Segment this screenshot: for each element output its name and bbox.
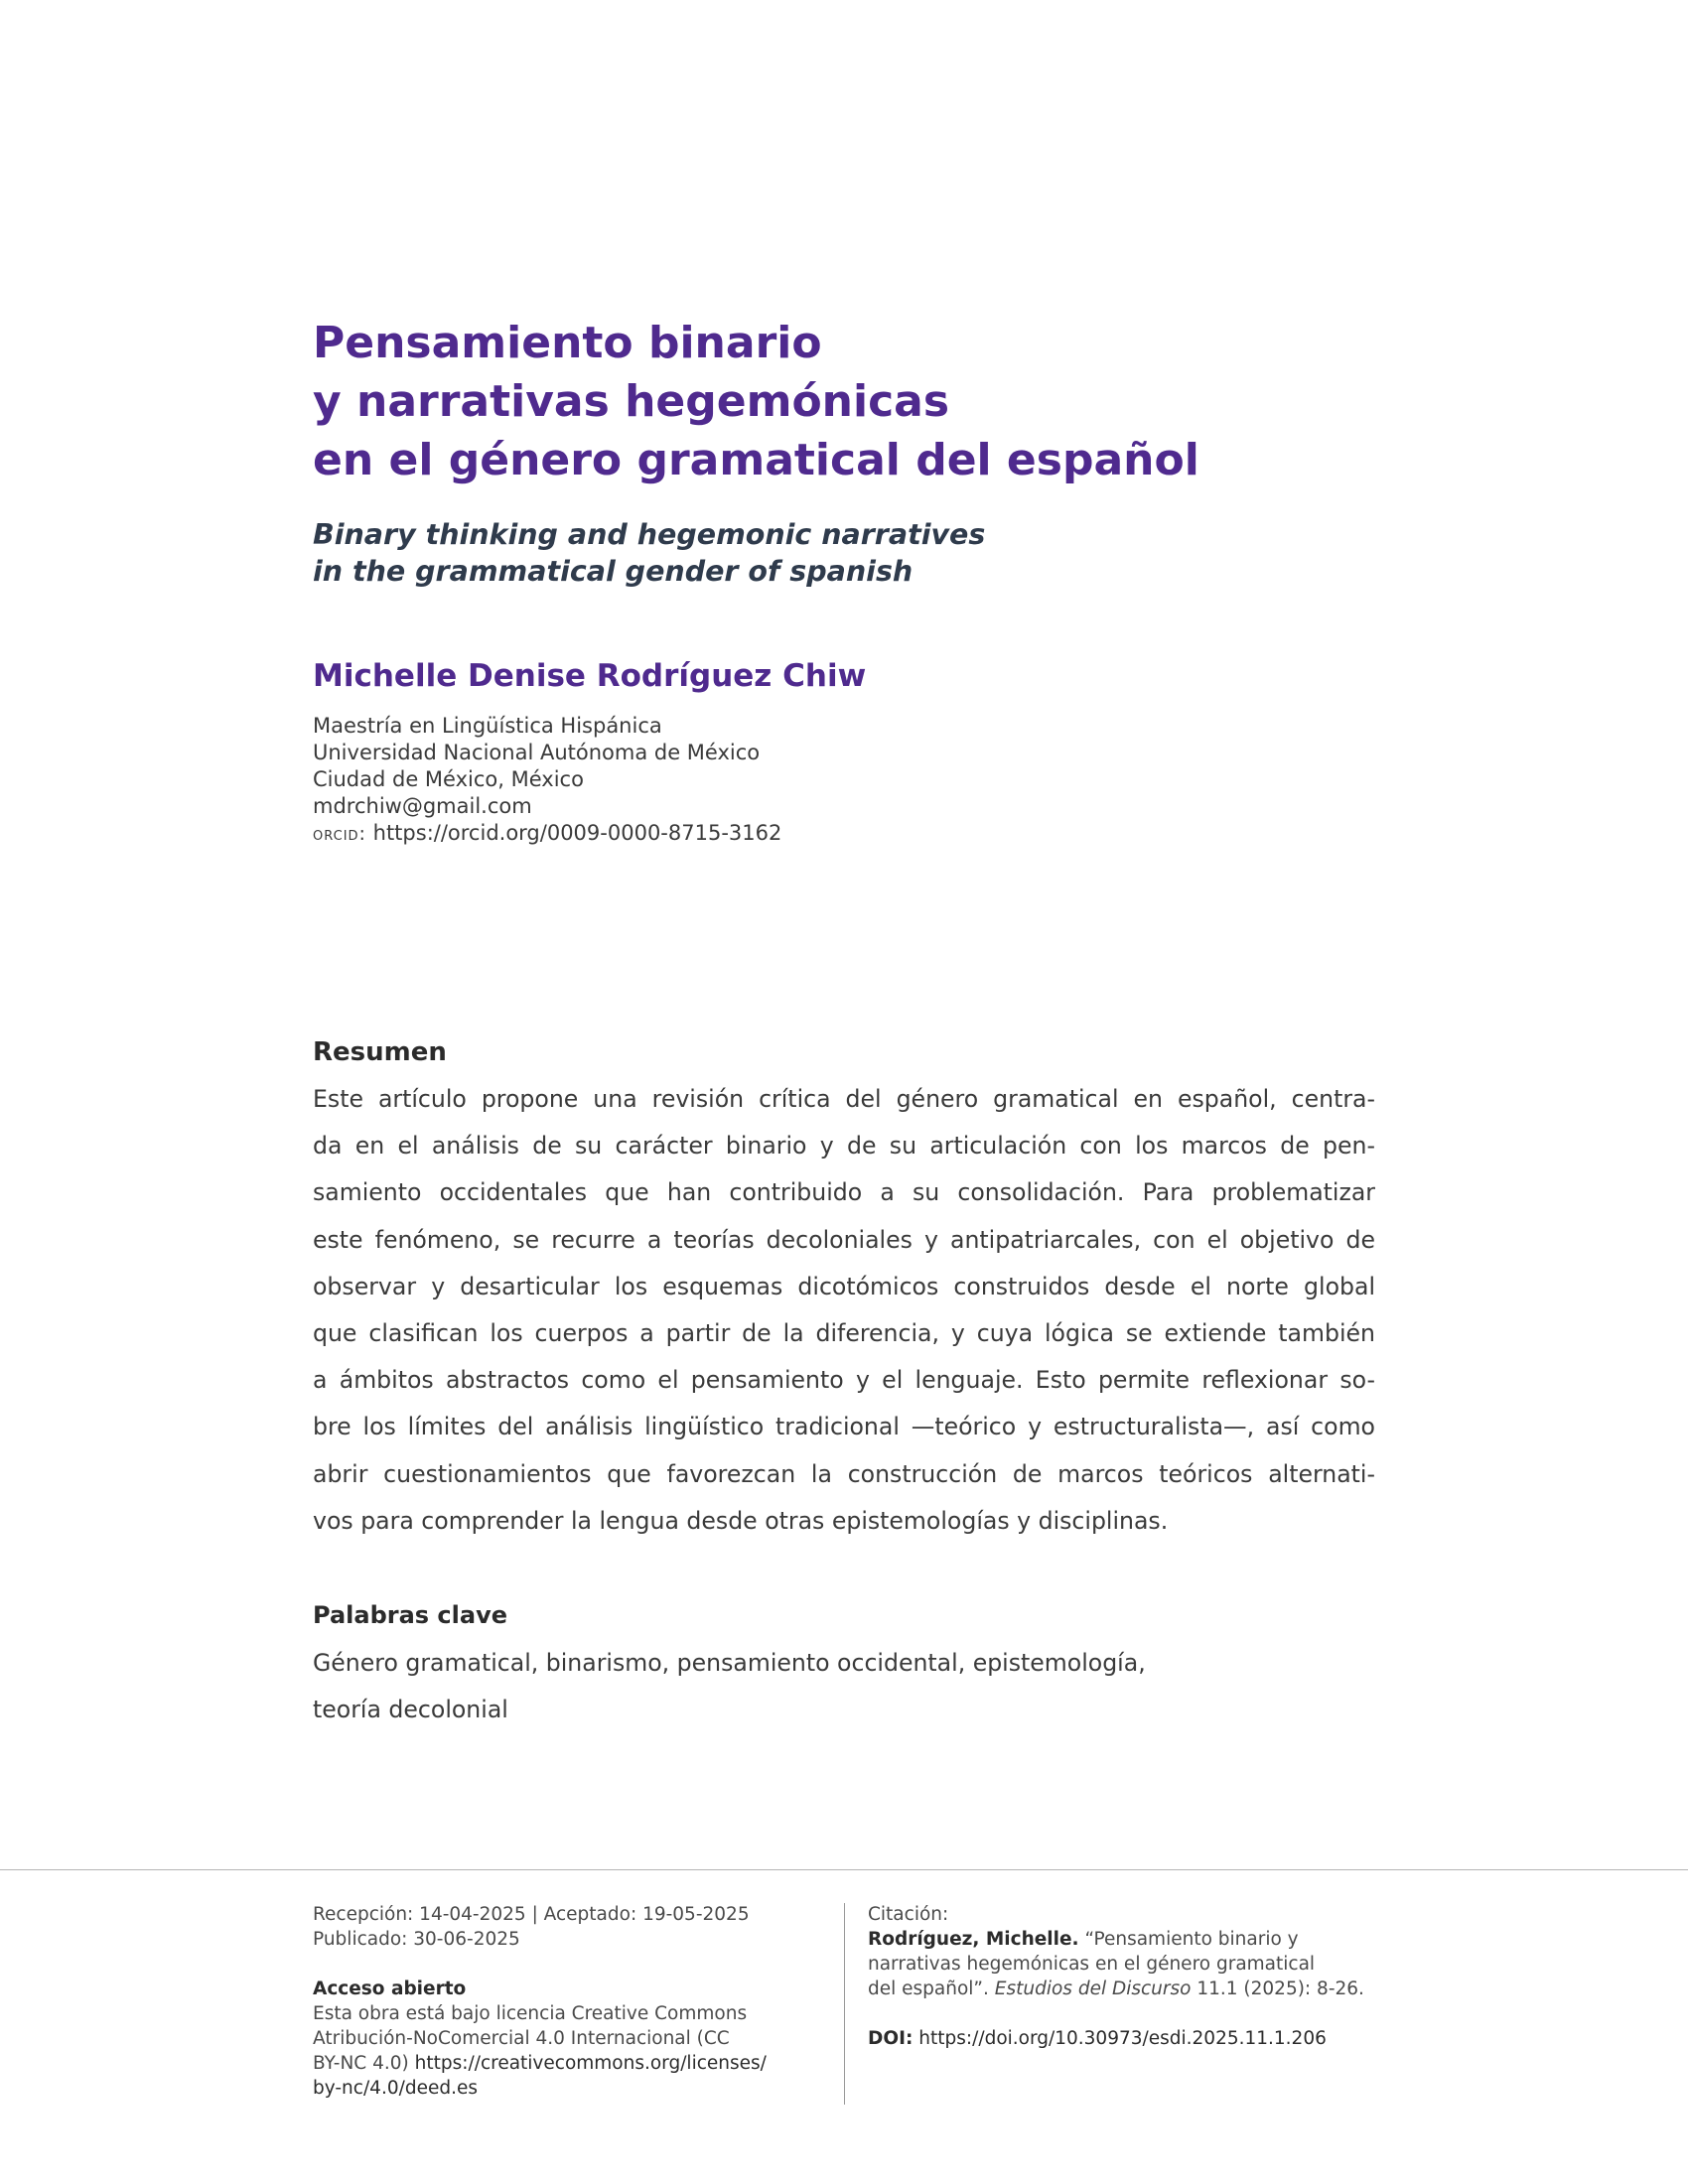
abstract-line: observar y desarticular los esquemas dicotómicos construidos desde el norte global [313, 1272, 1375, 1300]
abstract-line: a ámbitos abstractos como el pensamiento y el lenguaje. Esto permite reflexionar so- [313, 1366, 1375, 1395]
open-access-heading: Acceso abierto [313, 1979, 467, 1999]
author-email-link[interactable]: mdrchiw@gmail.com [313, 794, 532, 818]
license-prefix: BY-NC 4.0) [313, 2053, 409, 2074]
affiliation-program: Maestría en Lingüística Hispánica [313, 714, 662, 738]
subtitle-line: in the grammatical gender of spanish [313, 555, 914, 588]
keywords-heading: Palabras clave [313, 1601, 507, 1629]
license-line [313, 2051, 829, 2076]
citation-line [868, 1977, 1384, 2001]
citation-volume: 11.1 (2025): 8-26. [1196, 1979, 1364, 1999]
abstract-line: vos para comprender la lengua desde otras epistemologías y disciplinas. [313, 1506, 1169, 1535]
citation-line [868, 1927, 1384, 1952]
orcid-link[interactable]: https://orcid.org/0009-0000-8715-3162 [372, 821, 782, 845]
license-line: Atribución-NoComercial 4.0 Internacional (CC [313, 2028, 730, 2049]
author-name: Michelle Denise Rodríguez Chiw [313, 658, 867, 694]
keywords-line: Género gramatical, binarismo, pensamiento occidental, epistemología, [313, 1649, 1146, 1677]
citation-text: del español”. [868, 1979, 989, 1999]
citation-line: narrativas hegemónicas en el género gramatical [868, 1954, 1316, 1975]
article-title [313, 314, 1405, 489]
abstract-line: este fenómeno, se recurre a teorías decoloniales y antipatriarcales, con el objetivo de [313, 1225, 1375, 1254]
license-line: Esta obra está bajo licencia Creative Commons [313, 2003, 748, 2024]
footer-column-divider [844, 1903, 845, 2105]
abstract-line: bre los límites del análisis lingüístico tradicional —teórico y estructuralista—, así como [313, 1413, 1375, 1441]
affiliation-location: Ciudad de México, México [313, 767, 584, 791]
spacer [313, 1952, 829, 1977]
citation-text: “Pensamiento binario y [1084, 1929, 1299, 1950]
article-subtitle-english [313, 516, 1405, 590]
title-line: y narrativas hegemónicas [313, 376, 950, 427]
spacer [868, 2001, 1384, 2026]
published-date: Publicado: 30-06-2025 [313, 1929, 520, 1950]
affiliation-university: Universidad Nacional Autónoma de México [313, 741, 761, 764]
received-accepted-dates: Recepción: 14-04-2025 | Aceptado: 19-05-2025 [313, 1904, 750, 1925]
abstract-line: samiento occidentales que han contribuido a su consolidación. Para problematizar [313, 1178, 1375, 1207]
abstract-line: que clasifican los cuerpos a partir de la diferencia, y cuya lógica se extiende también [313, 1318, 1375, 1347]
author-affiliation [313, 713, 1306, 848]
abstract-line: da en el análisis de su carácter binario y de su articulación con los marcos de pen- [313, 1132, 1375, 1160]
orcid-line [313, 820, 1306, 848]
footer-citation [868, 1902, 1384, 2051]
doi-line [868, 2026, 1384, 2051]
title-line: Pensamiento binario [313, 318, 822, 368]
citation-author: Rodríguez, Michelle. [868, 1929, 1079, 1950]
citation-journal: Estudios del Discurso [994, 1979, 1192, 1999]
license-url-link-cont[interactable]: by-nc/4.0/deed.es [313, 2078, 478, 2099]
abstract-line: Este artículo propone una revisión crítica del género gramatical en español, centra- [313, 1085, 1375, 1113]
footer-divider-rule [0, 1869, 1688, 1870]
citation-label: Citación: [868, 1904, 949, 1925]
doi-link[interactable]: https://doi.org/10.30973/esdi.2025.11.1.206 [918, 2028, 1327, 2049]
abstract-body [313, 1076, 1375, 1545]
abstract-line: abrir cuestionamientos que favorezcan la construcción de marcos teóricos alternati- [313, 1459, 1375, 1488]
footer-publication-info [313, 1902, 829, 2101]
title-line: en el género gramatical del español [313, 435, 1199, 485]
doi-label: DOI: [868, 2028, 914, 2049]
keywords-body [313, 1640, 1375, 1733]
abstract-heading: Resumen [313, 1037, 447, 1067]
subtitle-line: Binary thinking and hegemonic narratives [313, 518, 986, 551]
orcid-label: orcid: [313, 823, 366, 845]
license-url-link[interactable]: https://creativecommons.org/licenses/ [414, 2053, 767, 2074]
keywords-line: teoría decolonial [313, 1696, 508, 1724]
